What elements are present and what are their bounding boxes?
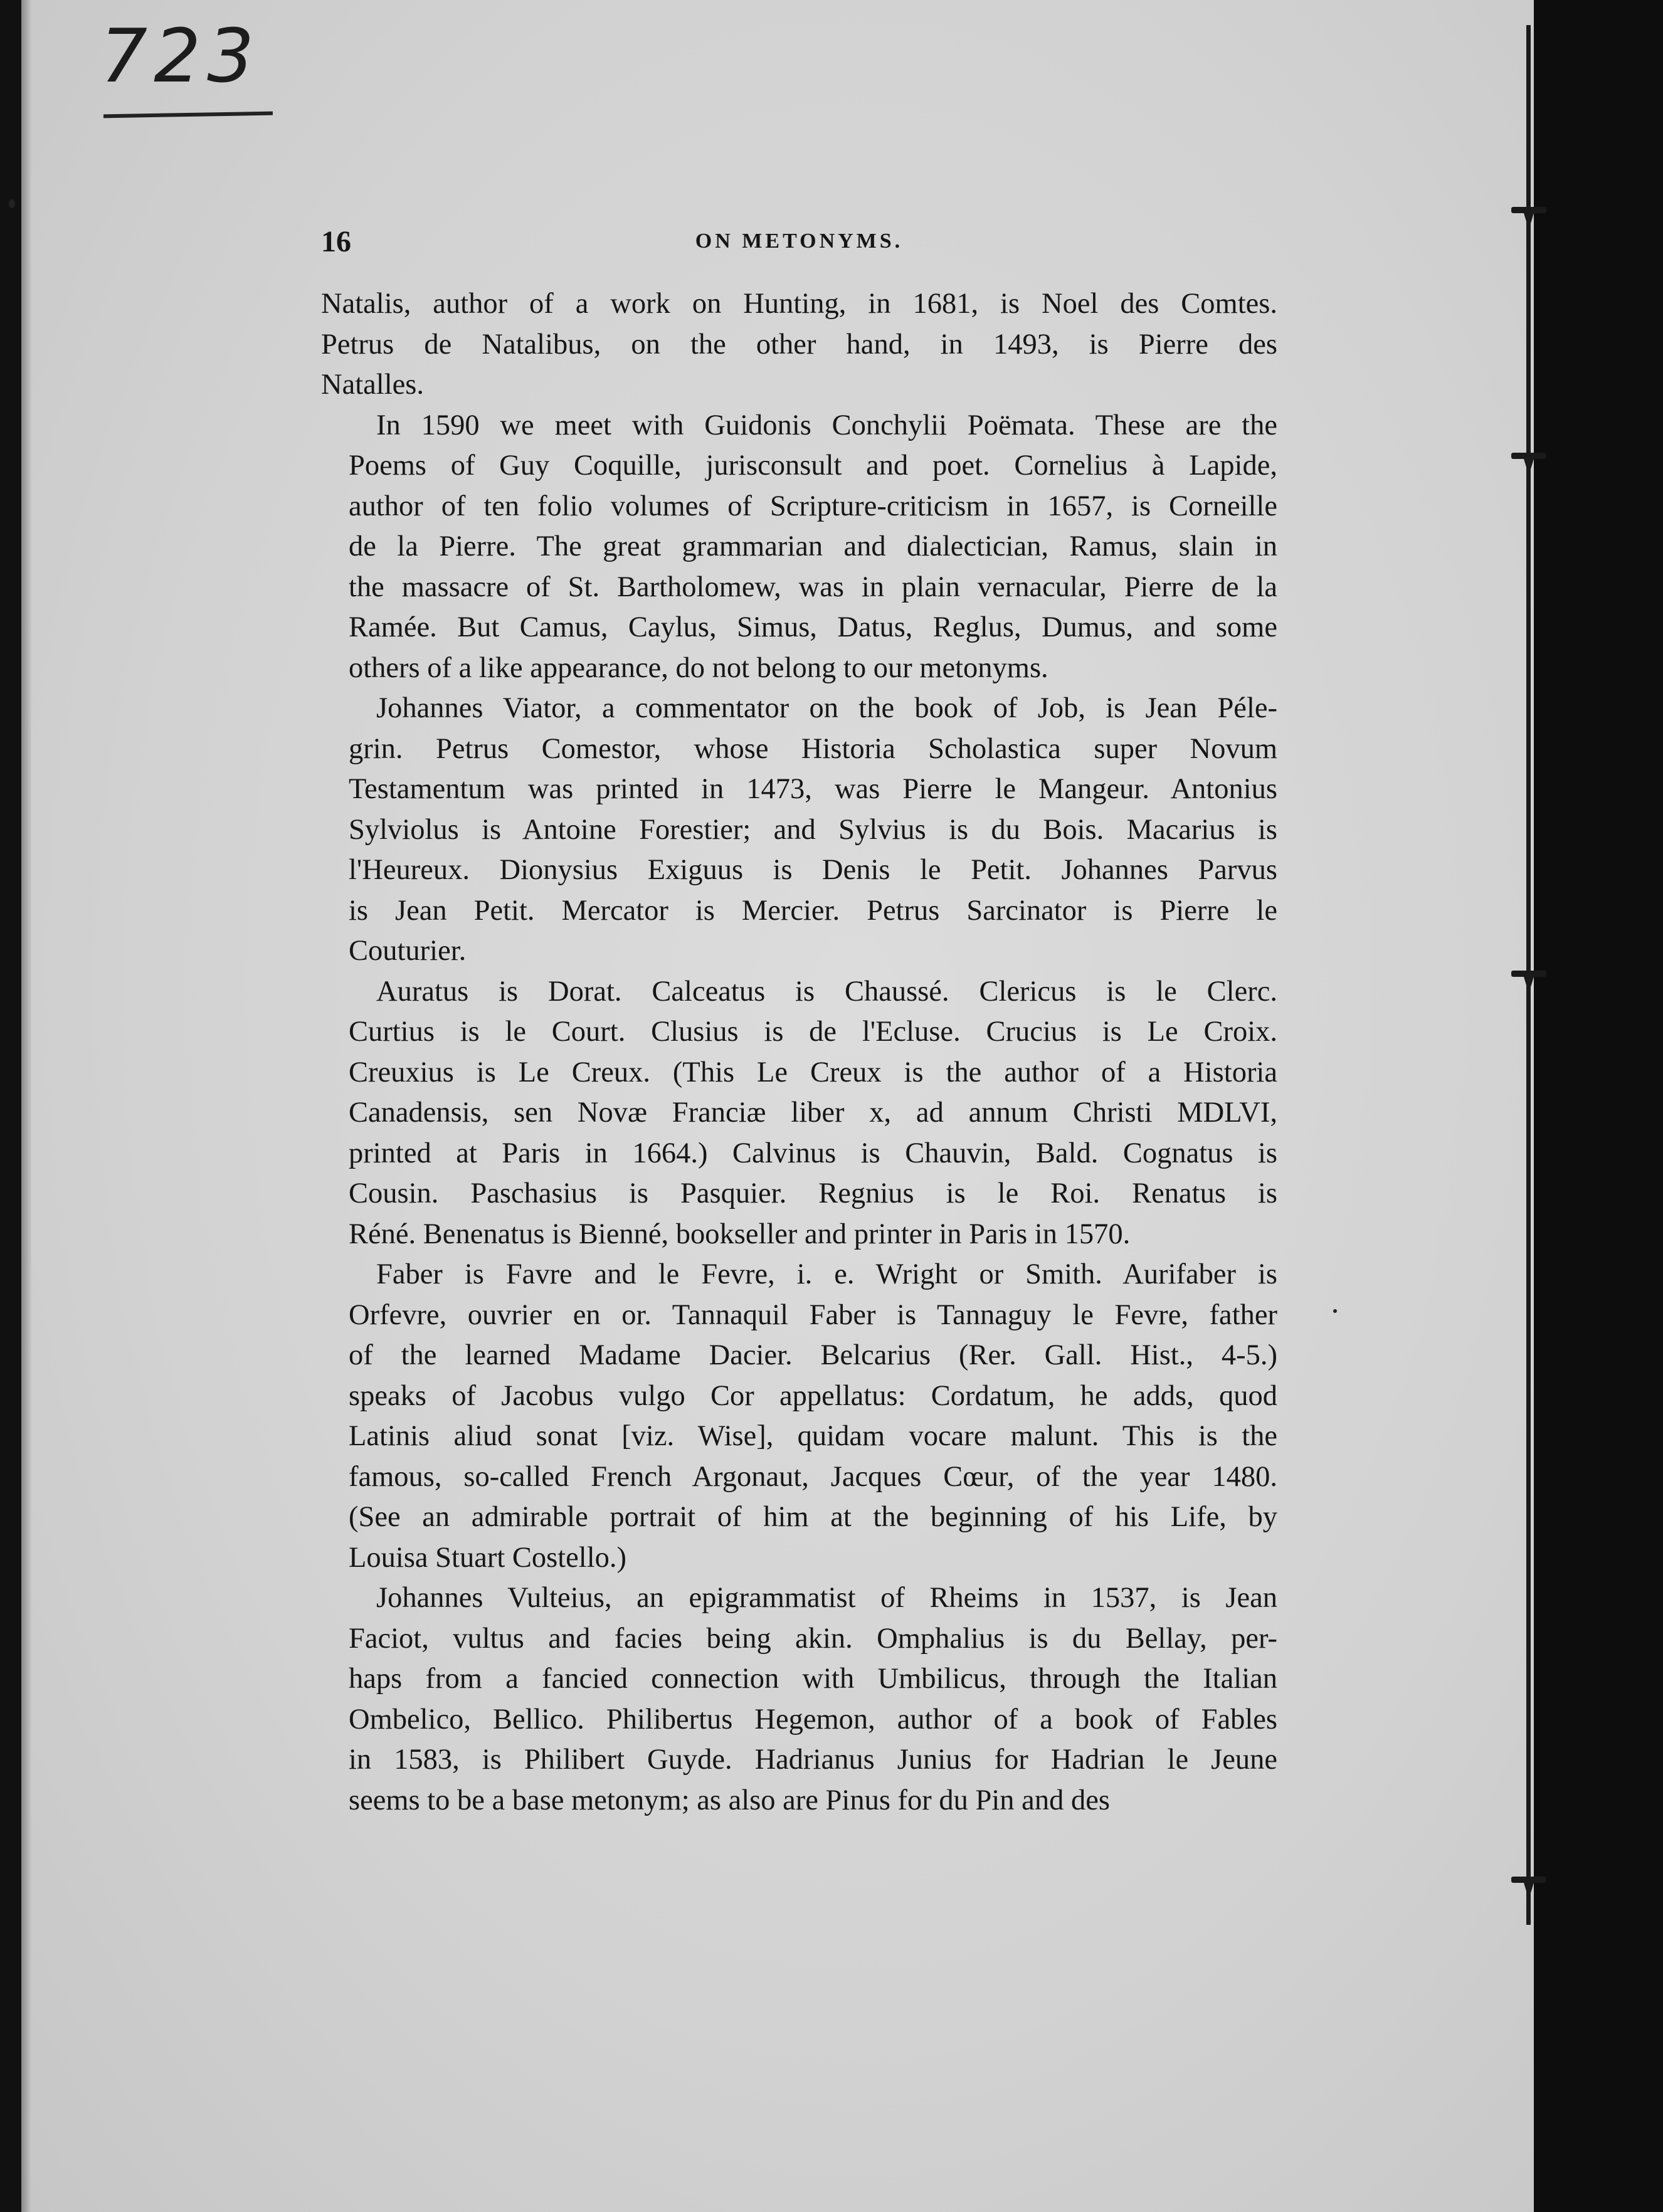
text-line: Johannes Vulteius, an epigrammatist of Rheims in 1537, is Jean: [376, 1582, 1277, 1614]
text-line: Johannes Viator, a commentator on the book of Job, is Jean Péle-: [376, 692, 1277, 724]
paragraph: [321, 284, 1277, 406]
binding-stitch-mark: [1511, 1877, 1546, 1883]
running-title: ON METONYMS.: [695, 229, 904, 253]
text-line: printed at Paris in 1664.) Calvinus is Chauvin, Bald. Cognatus is: [349, 1137, 1277, 1169]
text-line: the massacre of St. Bartholomew, was in plain vernacular, Pierre de la: [349, 571, 1277, 603]
paragraph: [321, 406, 1277, 689]
text-line: Orfevre, ouvrier en or. Tannaquil Faber is Tannaguy le Fevre, father: [349, 1298, 1277, 1331]
paragraph: [321, 1578, 1277, 1821]
text-line: of the learned Madame Dacier. Belcarius (Rer. Gall. Hist., 4-5.): [349, 1339, 1277, 1371]
text-line: Ramée. But Camus, Caylus, Simus, Datus, Reglus, Dumus, and some: [349, 611, 1277, 643]
text-line: Poems of Guy Coquille, jurisconsult and poet. Cornelius à Lapide,: [349, 450, 1277, 482]
text-line: (See an admirable portrait of him at the beginning of his Life, by: [349, 1501, 1277, 1533]
text-line: Canadensis, sen Novæ Franciæ liber x, ad annum Christi MDLVI,: [349, 1097, 1277, 1129]
binding-stitch-mark: [1511, 207, 1546, 213]
text-line: famous, so-called French Argonaut, Jacques Cœur, of the year 1480.: [349, 1460, 1277, 1493]
running-head: [321, 224, 1277, 262]
text-line: seems to be a base metonym; as also are Pinus for du Pin and des: [349, 1784, 1110, 1816]
text-line: Louisa Stuart Costello.): [349, 1541, 626, 1574]
text-line: grin. Petrus Comestor, whose Historia Scholastica super Novum: [349, 732, 1277, 765]
text-line: In 1590 we meet with Guidonis Conchylii Poëmata. These are the: [376, 409, 1277, 441]
scan-speck: [1333, 1309, 1337, 1313]
text-line: Testamentum was printed in 1473, was Pierre le Mangeur. Antonius: [349, 773, 1277, 805]
text-line: speaks of Jacobus vulgo Cor appellatus: Cordatum, he adds, quod: [349, 1379, 1277, 1412]
handwritten-annotation: 723: [100, 13, 261, 99]
text-line: Couturier.: [349, 935, 467, 967]
paragraph: [321, 1255, 1277, 1578]
text-line: author of ten folio volumes of Scripture-criticism in 1657, is Corneille: [349, 490, 1277, 522]
text-line: others of a like appearance, do not belong to our metonyms.: [349, 651, 1048, 684]
text-line: Ombelico, Bellico. Philibertus Hegemon, author of a book of Fables: [349, 1703, 1277, 1735]
page-left-edge-shadow: [21, 0, 31, 2212]
text-line: Natalis, author of a work on Hunting, in 1681, is Noel des Comtes.: [321, 288, 1277, 320]
page-number: 16: [321, 225, 351, 258]
body-text: [321, 284, 1277, 1821]
text-line: Latinis aliud sonat [viz. Wise], quidam vocare malunt. This is the: [349, 1420, 1277, 1452]
text-line: Auratus is Dorat. Calceatus is Chaussé. Clericus is le Clerc.: [376, 975, 1277, 1008]
text-line: l'Heureux. Dionysius Exiguus is Denis le Petit. Johannes Parvus: [349, 854, 1277, 886]
text-line: Creuxius is Le Creux. (This Le Creux is the author of a Historia: [349, 1056, 1277, 1088]
paragraph: [321, 972, 1277, 1255]
text-line: Faciot, vultus and facies being akin. Omphalius is du Bellay, per-: [349, 1622, 1277, 1655]
binding-stitch-mark: [1511, 971, 1546, 977]
text-line: Cousin. Paschasius is Pasquier. Regnius is le Roi. Renatus is: [349, 1177, 1277, 1209]
text-line: Sylviolus is Antoine Forestier; and Sylvius is du Bois. Macarius is: [349, 813, 1277, 846]
text-line: Natalles.: [321, 369, 424, 401]
scan-speck: [9, 199, 15, 208]
text-line: in 1583, is Philibert Guyde. Hadrianus Junius for Hadrian le Jeune: [349, 1744, 1277, 1776]
binding-stitch-mark: [1511, 453, 1546, 459]
text-line: Réné. Benenatus is Bienné, bookseller and printer in Paris in 1570.: [349, 1218, 1131, 1250]
paragraph: [321, 688, 1277, 972]
scan-border-right: [1534, 0, 1663, 2212]
text-line: is Jean Petit. Mercator is Mercier. Petrus Sarcinator is Pierre le: [349, 894, 1277, 927]
text-line: Faber is Favre and le Fevre, i. e. Wright or Smith. Aurifaber is: [376, 1258, 1277, 1290]
text-line: haps from a fancied connection with Umbilicus, through the Italian: [349, 1663, 1277, 1695]
text-line: Petrus de Natalibus, on the other hand, in 1493, is Pierre des: [321, 328, 1277, 361]
text-line: de la Pierre. The great grammarian and dialectician, Ramus, slain in: [349, 530, 1277, 562]
text-line: Curtius is le Court. Clusius is de l'Ecluse. Crucius is Le Croix.: [349, 1016, 1277, 1048]
